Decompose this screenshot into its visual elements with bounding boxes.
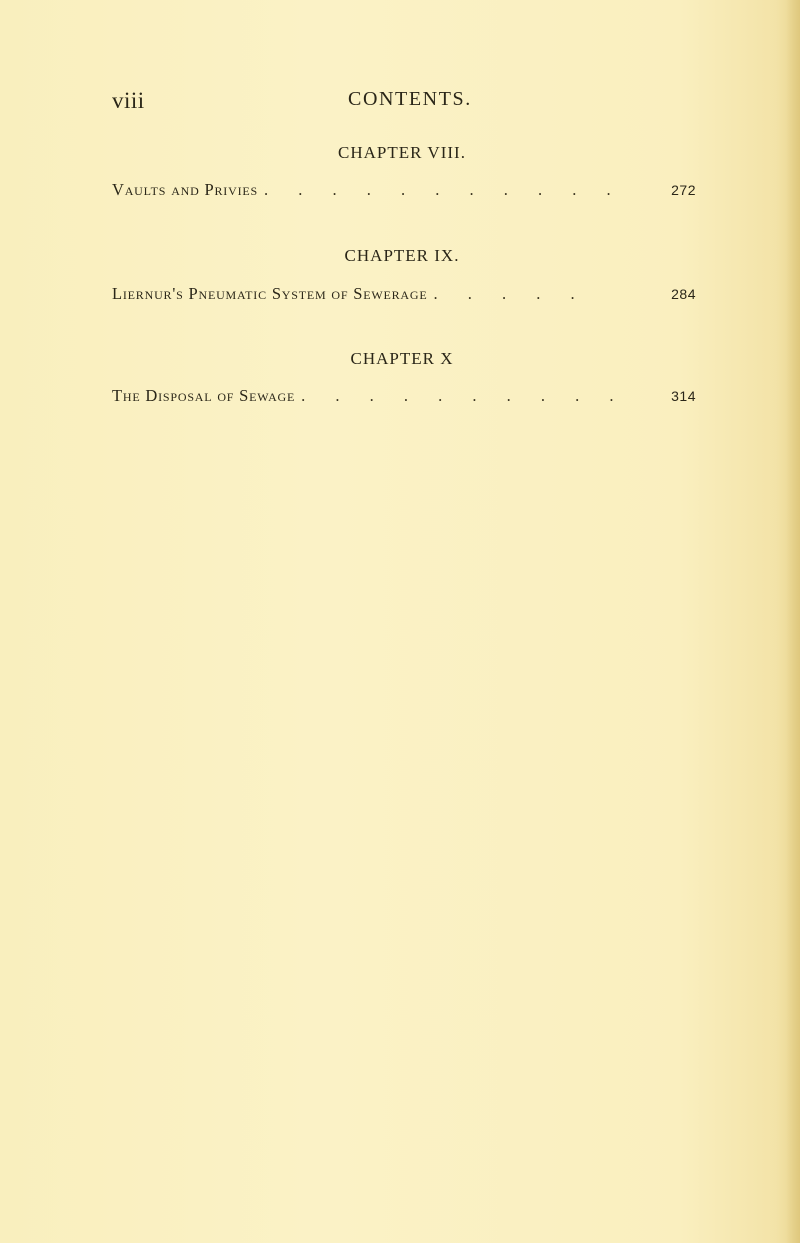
running-head bbox=[112, 88, 692, 118]
dot-leader: . . . . . bbox=[433, 284, 588, 303]
chapter-heading-viii: CHAPTER VIII. bbox=[338, 143, 466, 162]
toc-entry-liernurs-pneumatic-system bbox=[112, 284, 696, 308]
dot-leader: . . . . . . . . . . bbox=[301, 386, 627, 405]
toc-page-number: 284 bbox=[671, 286, 696, 302]
toc-page-number: 314 bbox=[671, 388, 696, 404]
chapter-heading-ix: CHAPTER IX. bbox=[344, 246, 460, 265]
chapter-heading-x: CHAPTER X bbox=[350, 349, 454, 368]
toc-entry-title: Liernur's Pneumatic System of Sewerage bbox=[112, 284, 428, 303]
toc-entry-title: The Disposal of Sewage bbox=[112, 386, 296, 405]
toc-entry-vaults-and-privies bbox=[112, 180, 696, 204]
toc-entry-disposal-of-sewage bbox=[112, 386, 696, 410]
page-edge-shadow bbox=[786, 0, 800, 1243]
dot-leader: . . . . . . . . . . . bbox=[263, 180, 624, 199]
toc-entry-title: Vaults and Privies bbox=[112, 180, 258, 199]
page-folio: viii bbox=[112, 88, 145, 113]
toc-page-number: 272 bbox=[671, 182, 696, 198]
running-title: CONTENTS. bbox=[348, 88, 472, 110]
